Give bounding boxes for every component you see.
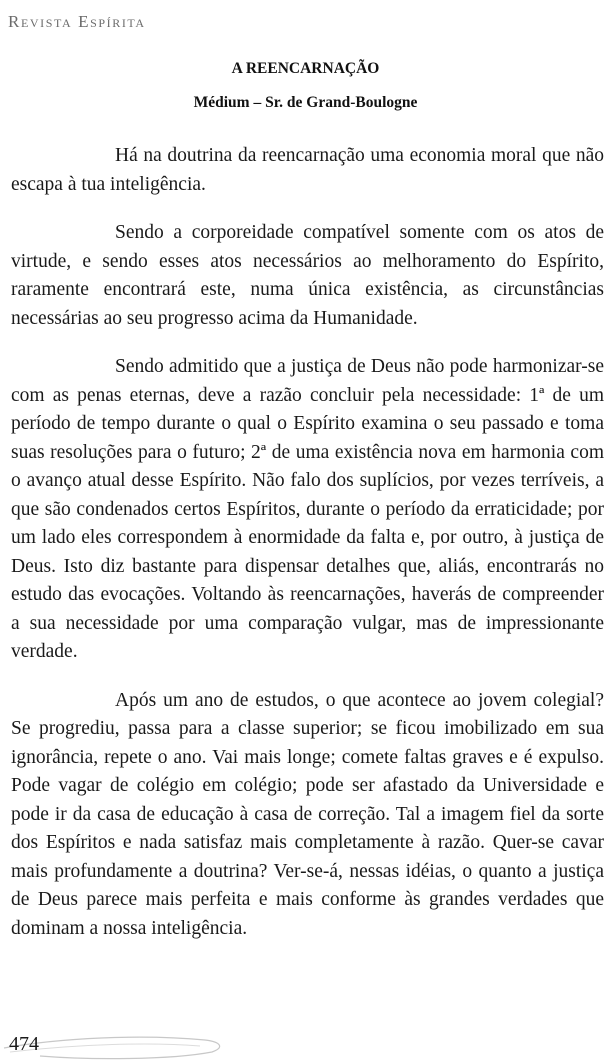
paragraph: Após um ano de estudos, o que acontece ao jovem colegial? Se progrediu, passa para a classe superior; se ficou imobilizado em sua ignorância, repete o ano. Vai mais longe; comete faltas graves e é expulso. Pode vagar de colégio em colégio; pode ser afastado da Universidade e pode ir da casa de educação à casa de correção. Tal a imagem fiel da sorte dos Espíritos e nada satisfaz mais completamente à razão. Quer-se cavar mais profundamente a doutrina? Ver-se-á, nessas idéias, o quanto a justiça de Deus parece mais perfeita e mais conforme às grandes verdades que dominam a nossa inteligência. — [11, 689, 604, 939]
page-number: 474 — [9, 1033, 39, 1055]
paragraph: Sendo a corporeidade compatível somente com os atos de virtude, e sendo esses atos necessários ao melhoramento do Espírito, raramente encontrará este, numa única existência, as circunstâncias necessárias ao seu progresso acima da Humanidade. — [11, 222, 604, 329]
running-head: Revista Espírita — [8, 12, 146, 31]
paragraph: Há na doutrina da reencarnação uma economia moral que não escapa à tua inteligência. — [11, 145, 604, 195]
article-title: A REENCARNAÇÃO — [231, 60, 380, 77]
article-subtitle: Médium – Sr. de Grand-Boulogne — [193, 94, 418, 111]
article-body — [11, 142, 604, 963]
paragraph: Sendo admitido que a justiça de Deus não pode harmonizar-se com as penas eternas, deve a razão concluir pela necessidade: 1ª de um período de tempo durante o qual o Espírito examina o seu passado e toma suas resoluções para o futuro; 2ª de uma existência nova em harmonia com o avanço atual desse Espírito. Não falo dos suplícios, por vezes terríveis, a que são condenados certos Espíritos, durante o período da erraticidade; por um lado eles correspondem à enormidade da falta e, por outro, à justiça de Deus. Isto diz bastante para dispensar detalhes que, aliás, encontrarás no estudo das evocações. Voltando às reencarnações, haverás de compreender a sua necessidade por uma comparação vulgar, mas de impressionante verdade. — [11, 356, 604, 662]
